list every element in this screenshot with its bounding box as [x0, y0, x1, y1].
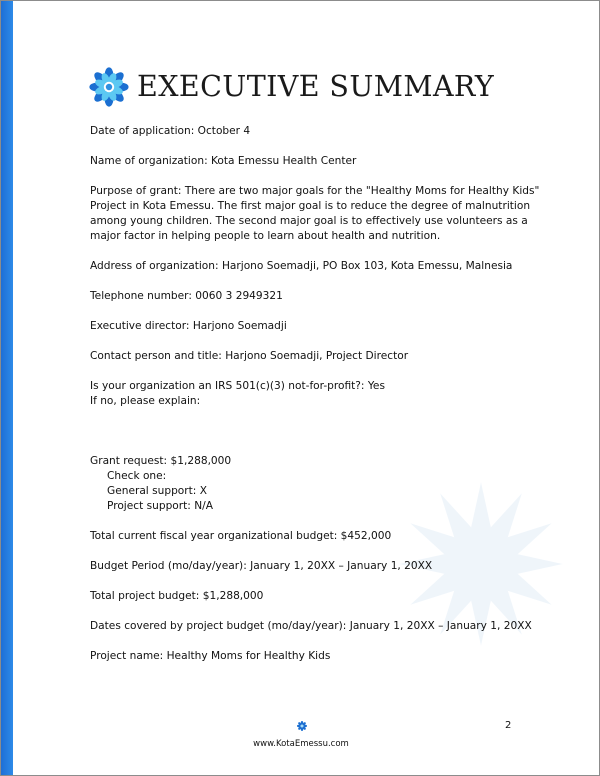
project-name-field [90, 649, 550, 664]
dates-covered-text: Dates covered by project budget (mo/day/year): January 1, 20XX – January 1, 20XX [90, 620, 532, 632]
irs-field [90, 379, 550, 409]
telephone-text: Telephone number: 0060 3 2949321 [90, 290, 283, 302]
irs-question-text: Is your organization an IRS 501(c)(3) not-for-profit?: Yes [90, 380, 385, 392]
footer-website-link[interactable]: www.KotaEmessu.com [253, 739, 349, 749]
exec-director-field [90, 319, 550, 334]
project-name-text: Project name: Healthy Moms for Healthy Kids [90, 650, 331, 662]
purpose-text: Purpose of grant: There are two major goals for the "Healthy Moms for Healthy Kids" Project in Kota Emessu. The first major goal is to reduce the degree of malnutrition among young children. The second major goal is to effectively use volunteers as a major factor in helping people to learn about health and nutrition. [90, 185, 540, 242]
summary-body [90, 124, 550, 679]
org-budget-text: Total current fiscal year organizational budget: $452,000 [90, 530, 392, 542]
org-budget-field [90, 529, 550, 544]
grant-request-text: Grant request: $1,288,000 [90, 455, 232, 467]
irs-explain-text: If no, please explain: [90, 395, 201, 407]
date-field [90, 124, 550, 139]
exec-director-text: Executive director: Harjono Soemadji [90, 320, 287, 332]
purpose-field [90, 184, 550, 244]
budget-period-text: Budget Period (mo/day/year): January 1, 20XX – January 1, 20XX [90, 560, 433, 572]
blue-flower-logo-icon [89, 67, 129, 107]
project-budget-text: Total project budget: $1,288,000 [90, 590, 264, 602]
spacer [90, 424, 550, 454]
date-text: Date of application: October 4 [90, 125, 251, 137]
dates-covered-field [90, 619, 550, 634]
page-title: EXECUTIVE SUMMARY [137, 70, 495, 103]
general-support-text: General support: X [107, 485, 207, 497]
page-number: 2 [505, 720, 512, 731]
left-accent-stripe [1, 1, 13, 776]
project-support-text: Project support: N/A [107, 500, 213, 512]
check-one-text: Check one: [107, 470, 167, 482]
budget-period-field [90, 559, 550, 574]
org-name-text: Name of organization: Kota Emessu Health Center [90, 155, 357, 167]
address-field [90, 259, 550, 274]
org-name-field [90, 154, 550, 169]
contact-text: Contact person and title: Harjono Soemadji, Project Director [90, 350, 409, 362]
grant-request-field [90, 454, 550, 514]
project-budget-field [90, 589, 550, 604]
footer-flower-logo-icon [297, 721, 307, 731]
telephone-field [90, 289, 550, 304]
page-header [89, 67, 494, 107]
address-text: Address of organization: Harjono Soemadji, PO Box 103, Kota Emessu, Malnesia [90, 260, 513, 272]
contact-field [90, 349, 550, 364]
